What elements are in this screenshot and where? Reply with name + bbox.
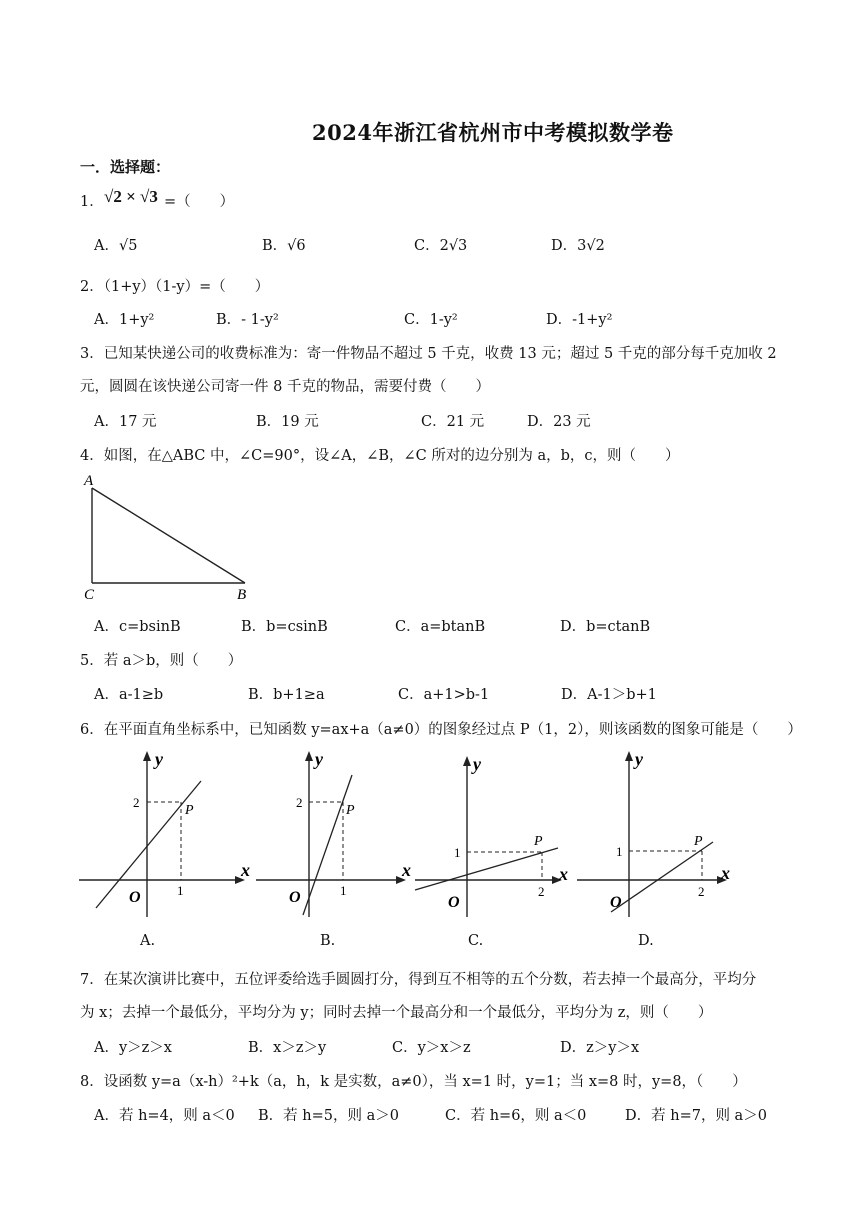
question-2-option-d: D．-1+y² xyxy=(546,312,613,328)
graph-b-point-label: P xyxy=(346,803,355,818)
graph-d-origin-label: O xyxy=(610,894,622,911)
graph-c xyxy=(413,750,583,920)
graph-a-point-label: P xyxy=(185,803,194,818)
question-8-stem: 8．设函数 y=a（x-h）²+k（a，h，k 是实数，a≠0），当 x=1 时，y=1；当 x=8 时，y=8，（ ） xyxy=(80,1074,747,1090)
graph-c-caption: C. xyxy=(468,933,484,949)
question-2-stem: 2．（1+y）（1-y）=（ ） xyxy=(80,279,270,295)
graph-d xyxy=(573,745,743,920)
question-5-option-d: D．A-1＞b+1 xyxy=(561,687,657,703)
page-title: 2024年浙江省杭州市中考模拟数学卷 xyxy=(312,120,674,145)
graph-d-caption: D. xyxy=(638,933,654,949)
graph-b xyxy=(252,745,422,920)
question-3-line-2: 元，圆圆在该快递公司寄一件 8 千克的物品，需要付费（ ） xyxy=(80,379,490,395)
graph-c-x-tick: 2 xyxy=(538,884,545,899)
question-5-stem: 5．若 a＞b，则（ ） xyxy=(80,653,243,669)
graph-d-y-tick: 1 xyxy=(616,844,623,859)
graph-a xyxy=(75,745,255,920)
question-3-option-b: B．19 元 xyxy=(256,414,319,430)
graph-a-y-tick: 2 xyxy=(133,795,140,810)
graph-a-x-tick: 1 xyxy=(177,883,184,898)
graph-d-y-label: y xyxy=(635,749,643,769)
question-7-option-c: C．y＞x＞z xyxy=(392,1040,471,1056)
graph-b-origin-label: O xyxy=(289,889,301,906)
question-5-option-c: C．a+1>b-1 xyxy=(398,687,490,703)
graph-c-y-label: y xyxy=(473,754,481,774)
vertex-a-label: A xyxy=(84,473,94,489)
graph-c-x-label: x xyxy=(559,864,568,884)
graph-b-y-label: y xyxy=(315,749,323,769)
graph-b-x-label: x xyxy=(402,860,411,880)
question-3-line-1: 3．已知某快递公司的收费标准为：寄一件物品不超过 5 千克，收费 13 元；超过 5 千克的部分每千克加收 2 xyxy=(80,346,777,362)
question-2-option-b: B．- 1-y² xyxy=(216,312,279,328)
graph-a-origin-label: O xyxy=(129,889,141,906)
question-8-option-a: A．若 h=4，则 a＜0 xyxy=(94,1108,235,1124)
question-4-option-a: A．c=bsinB xyxy=(94,619,181,635)
question-7-line-1: 7．在某次演讲比赛中，五位评委给选手圆圆打分，得到互不相等的五个分数，若去掉一个最高分，平均分 xyxy=(80,972,757,988)
question-1-expression: √2 × √3 xyxy=(104,187,158,206)
question-8-option-d: D．若 h=7，则 a＞0 xyxy=(625,1108,767,1124)
question-5-option-b: B．b+1≥a xyxy=(248,687,325,703)
vertex-c-label: C xyxy=(84,587,95,603)
question-1-option-b: B．√6 xyxy=(262,238,306,254)
question-7-line-2: 为 x；去掉一个最低分，平均分为 y；同时去掉一个最高分和一个最低分，平均分为 z，则（ ） xyxy=(80,1005,713,1021)
question-7-option-a: A．y＞z＞x xyxy=(94,1040,172,1056)
graph-b-x-tick: 1 xyxy=(340,883,347,898)
graph-b-y-tick: 2 xyxy=(296,795,303,810)
question-1-option-c: C．2√3 xyxy=(414,238,468,254)
graph-a-y-label: y xyxy=(155,749,163,769)
question-3-option-c: C．21 元 xyxy=(421,414,485,430)
section-heading: 一．选择题： xyxy=(80,158,171,176)
graph-c-origin-label: O xyxy=(448,894,460,911)
graph-a-caption: A. xyxy=(140,933,156,949)
question-6-stem: 6．在平面直角坐标系中，已知函数 y=ax+a（a≠0）的图象经过点 P（1，2），则该函数的图象可能是（ ） xyxy=(80,722,802,738)
question-1-tail: =（ ） xyxy=(164,194,235,210)
question-5-option-a: A．a-1≥b xyxy=(94,687,164,703)
graph-c-y-tick: 1 xyxy=(454,845,461,860)
question-1-option-d: D．3√2 xyxy=(551,238,605,254)
question-4-stem: 4．如图，在△ABC 中，∠C=90°，设∠A，∠B，∠C 所对的边分别为 a，b，c，则（ ） xyxy=(80,448,680,464)
question-2-option-c: C．1-y² xyxy=(404,312,458,328)
question-2-option-a: A．1+y² xyxy=(94,312,155,328)
graph-d-x-tick: 2 xyxy=(698,884,705,899)
graph-d-point-label: P xyxy=(694,834,703,849)
question-1-number: 1． xyxy=(80,194,104,210)
question-4-option-d: D．b=ctanB xyxy=(560,619,651,635)
question-3-option-d: D．23 元 xyxy=(527,414,591,430)
graph-b-caption: B. xyxy=(320,933,336,949)
triangle-figure xyxy=(80,468,270,608)
question-8-option-b: B．若 h=5，则 a＞0 xyxy=(258,1108,399,1124)
question-4-option-c: C．a=btanB xyxy=(395,619,486,635)
question-8-option-c: C．若 h=6，则 a＜0 xyxy=(445,1108,587,1124)
vertex-b-label: B xyxy=(237,587,247,603)
graph-c-point-label: P xyxy=(534,834,543,849)
graph-d-x-label: x xyxy=(721,863,730,883)
question-7-option-d: D．z＞y＞x xyxy=(560,1040,640,1056)
graph-a-x-label: x xyxy=(241,860,250,880)
question-7-option-b: B．x＞z＞y xyxy=(248,1040,327,1056)
question-4-option-b: B．b=csinB xyxy=(241,619,328,635)
question-1-option-a: A．√5 xyxy=(94,238,138,254)
question-3-option-a: A．17 元 xyxy=(94,414,157,430)
